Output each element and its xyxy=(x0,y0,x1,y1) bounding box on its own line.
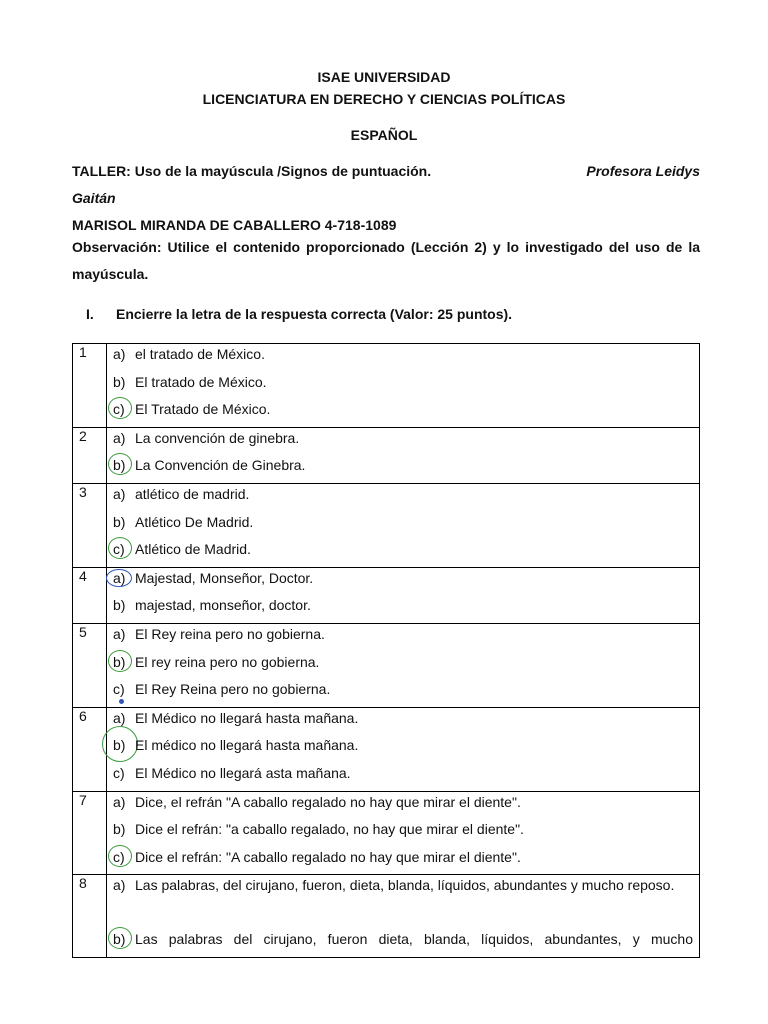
option-c[interactable]: c) El Rey Reina pero no gobierna. xyxy=(113,681,331,698)
question-row xyxy=(73,427,700,483)
question-options xyxy=(107,567,700,623)
option-b[interactable]: b) El tratado de México. xyxy=(113,373,267,390)
option-b[interactable]: b) Las palabras del cirujano, fueron dieta, blanda, líquidos, abundantes, y mucho xyxy=(107,929,699,957)
option-a[interactable]: a) La convención de ginebra. xyxy=(113,429,300,446)
option-b[interactable]: b) La Convención de Ginebra. xyxy=(107,455,699,483)
question-options xyxy=(107,707,700,791)
ink-dot-mark xyxy=(119,699,124,704)
section-heading xyxy=(72,306,700,322)
option-b[interactable]: b) majestad, monseñor, doctor. xyxy=(113,597,311,614)
question-options xyxy=(107,875,700,958)
option-b[interactable]: b) Dice el refrán: "a caballo regalado, no hay que mirar el diente". xyxy=(113,821,524,838)
option-b[interactable]: b) El médico no llegará hasta mañana. xyxy=(107,735,699,763)
questions-table xyxy=(72,343,700,958)
question-row xyxy=(73,483,700,567)
question-row xyxy=(73,875,700,958)
question-row xyxy=(73,567,700,623)
question-row xyxy=(73,791,700,875)
question-number: 1 xyxy=(73,344,107,428)
professor-name: Profesora Leidys xyxy=(586,163,700,179)
question-number: 2 xyxy=(73,427,107,483)
question-options xyxy=(107,344,700,428)
option-c[interactable]: c) El Médico no llegará asta mañana. xyxy=(113,764,351,781)
taller-label: TALLER: Uso de la mayúscula /Signos de puntuación. xyxy=(72,163,432,179)
student-name: MARISOL MIRANDA DE CABALLERO 4-718-1089 xyxy=(72,217,397,233)
question-options xyxy=(107,427,700,483)
question-number: 5 xyxy=(73,623,107,707)
option-a[interactable]: a) Majestad, Monseñor, Doctor. xyxy=(107,568,699,596)
taller-line xyxy=(72,163,700,179)
question-options xyxy=(107,791,700,875)
option-b[interactable]: b) El rey reina pero no gobierna. xyxy=(107,652,699,680)
option-a[interactable]: a) el tratado de México. xyxy=(113,346,265,362)
option-b[interactable]: b) Atlético De Madrid. xyxy=(113,513,254,530)
observation: Observación: Utilice el contenido proporcionado (Lección 2) y lo investigado del uso de la mayúscula. xyxy=(72,239,700,282)
option-a[interactable]: a) Las palabras, del cirujano, fueron, dieta, blanda, líquidos, abundantes y mucho reposo. xyxy=(113,877,675,894)
question-options xyxy=(107,623,700,707)
option-a[interactable]: a) El Médico no llegará hasta mañana. xyxy=(107,708,699,736)
question-options xyxy=(107,483,700,567)
question-number: 3 xyxy=(73,483,107,567)
option-c[interactable]: c) Atlético de Madrid. xyxy=(107,539,699,567)
subject-title: ESPAÑOL xyxy=(350,127,418,143)
question-number: 6 xyxy=(73,707,107,791)
question-row xyxy=(73,344,700,428)
professor-surname: Gaitán xyxy=(72,190,116,206)
question-number: 8 xyxy=(73,875,107,958)
question-row xyxy=(73,623,700,707)
question-row xyxy=(73,707,700,791)
section-number: I. xyxy=(86,306,94,322)
question-number: 7 xyxy=(73,791,107,875)
program-title: LICENCIATURA EN DERECHO Y CIENCIAS POLÍTICAS xyxy=(202,91,566,107)
university-title: ISAE UNIVERSIDAD xyxy=(317,69,451,85)
option-a[interactable]: a) El Rey reina pero no gobierna. xyxy=(113,625,325,642)
section-title: Encierre la letra de la respuesta correcta (Valor: 25 puntos). xyxy=(116,306,513,322)
question-number: 4 xyxy=(73,567,107,623)
option-a[interactable]: a) Dice, el refrán "A caballo regalado no hay que mirar el diente". xyxy=(113,793,521,810)
option-a[interactable]: a) atlético de madrid. xyxy=(113,485,250,502)
option-c[interactable]: c) El Tratado de México. xyxy=(107,399,699,427)
option-c[interactable]: c) Dice el refrán: "A caballo regalado no hay que mirar el diente". xyxy=(107,847,699,875)
